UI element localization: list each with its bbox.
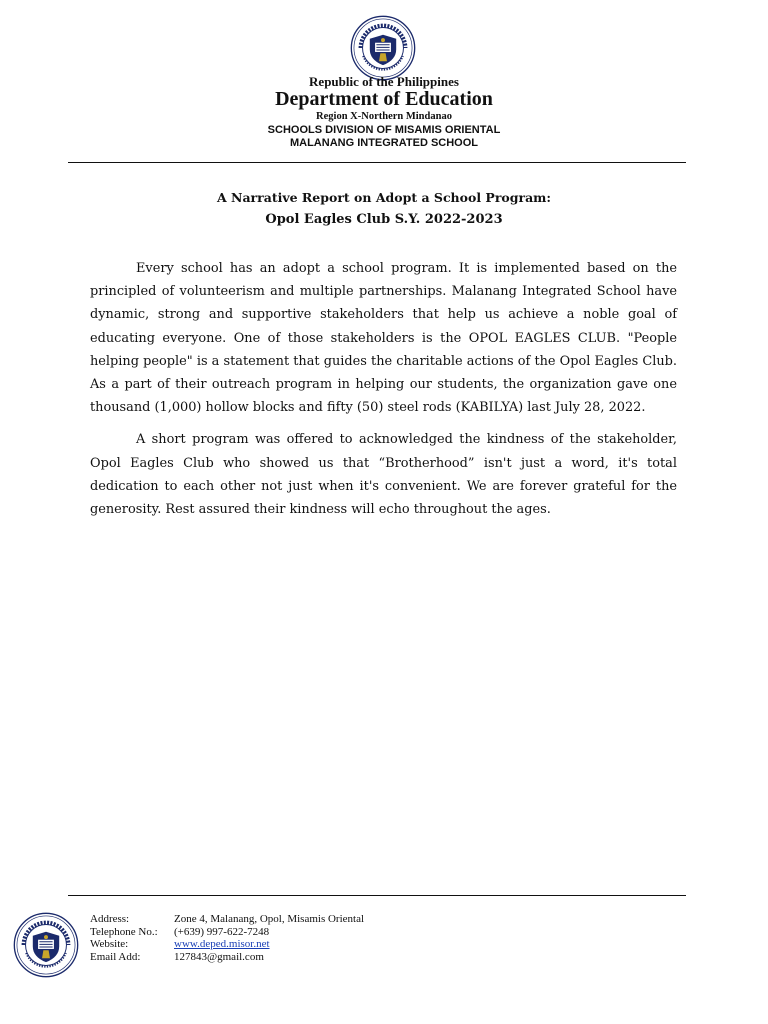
- address-label: Address:: [90, 913, 130, 925]
- report-paragraph: A short program was offered to acknowledged the kindness of the stakeholder, Opol Eagles Club who showed us that “Brotherhood” isn't just a word, it's total dedication to each other not just when it's convenient. We are forever grateful for the generosity. Rest assured their kindness will echo throughout the ages.: [90, 432, 677, 518]
- report-subtitle: Opol Eagles Club S.Y. 2022-2023: [265, 212, 503, 227]
- telephone-value: (+639) 997-622-7248: [174, 925, 270, 938]
- email-value: 127843@gmail.com: [174, 950, 264, 963]
- telephone-label: Telephone No.:: [90, 925, 158, 938]
- department-heading: Department of Education: [275, 88, 493, 110]
- report-title: A Narrative Report on Adopt a School Program:: [216, 190, 552, 205]
- report-body: [90, 257, 677, 530]
- email-label: Email Add:: [90, 950, 141, 963]
- telephone-row: [90, 926, 364, 939]
- contact-footer: [90, 913, 364, 963]
- address-row: [90, 913, 364, 926]
- email-row: [90, 951, 364, 964]
- footer-divider: [68, 895, 686, 896]
- deped-seal-logo: [350, 15, 416, 81]
- address-value: Zone 4, Malanang, Opol, Misamis Oriental: [174, 913, 365, 925]
- school-heading: MALANANG INTEGRATED SCHOOL: [289, 137, 478, 149]
- website-label: Website:: [90, 938, 129, 951]
- header-divider: [68, 162, 686, 163]
- website-link[interactable]: www.deped.misor.net: [174, 938, 270, 951]
- republic-heading: Republic of the Philippines: [309, 74, 459, 89]
- region-heading: Region X-Northern Mindanao: [316, 111, 452, 122]
- division-heading: SCHOOLS DIVISION OF MISAMIS ORIENTAL: [267, 124, 501, 136]
- report-paragraph: Every school has an adopt a school program. It is implemented based on the principled of volunteerism and multiple partnerships. Malanang Integrated School have dynamic, strong and supportive stakeholders that help us achieve a noble goal of educating everyone. One of those stakeholders is the OPOL EAGLES CLUB. "People helping people" is a statement that guides the charitable actions of the Opol Eagles Club. As a part of their outreach program in helping our students, the organization gave one thousand (1,000) hollow blocks and fifty (50) steel rods (KABILYA) last July 28, 2022.: [90, 261, 677, 416]
- deped-seal-logo-footer: [13, 912, 79, 978]
- website-row: [90, 938, 364, 951]
